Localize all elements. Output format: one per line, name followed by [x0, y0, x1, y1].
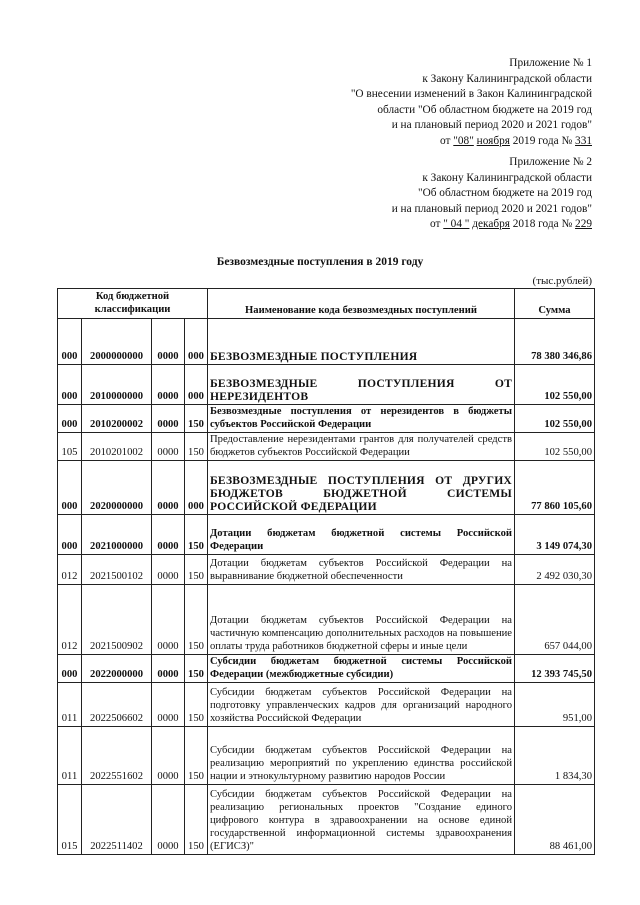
- units-label: (тыс.рублей): [532, 275, 592, 287]
- table-row: [58, 461, 595, 515]
- sum-cell: 77 860 105,60: [515, 461, 595, 515]
- code-econ-cell: 150: [185, 433, 208, 461]
- table-row: [58, 655, 595, 683]
- code-program-cell: 0000: [152, 655, 185, 683]
- name-cell: Предоставление нерезидентами грантов для получателей средств бюджетов субъектов Российской Федерации: [208, 433, 515, 461]
- code-admin-cell: 011: [58, 727, 82, 785]
- header-name: Наименование кода безвозмездных поступлений: [208, 289, 515, 319]
- name-cell: Дотации бюджетам субъектов Российской Федерации на частичную компенсацию дополнительных расходов на повышение оплаты труда работников бюджетной сферы и иные цели: [208, 585, 515, 655]
- table-row: [58, 319, 595, 365]
- code-program-cell: 0000: [152, 319, 185, 365]
- appendix-1-line: "О внесении изменений в Закон Калининградской: [350, 88, 592, 101]
- code-admin-cell: 000: [58, 365, 82, 405]
- sum-cell: 88 461,00: [515, 785, 595, 855]
- code-program-cell: 0000: [152, 365, 185, 405]
- code-main-cell: 2010201002: [82, 433, 152, 461]
- table-row: [58, 405, 595, 433]
- appendix-2-line: и на плановый период 2020 и 2021 годов": [391, 202, 592, 215]
- sum-cell: 102 550,00: [515, 433, 595, 461]
- name-cell: Субсидии бюджетам бюджетной системы Российской Федерации (межбюджетные субсидии): [208, 655, 515, 683]
- sum-cell: 951,00: [515, 683, 595, 727]
- code-main-cell: 2010200002: [82, 405, 152, 433]
- revenue-table: [57, 288, 595, 855]
- name-cell: Безвозмездные поступления от нерезидентов в бюджеты субъектов Российской Федерации: [208, 405, 515, 433]
- sum-cell: 78 380 346,86: [515, 319, 595, 365]
- code-admin-cell: 012: [58, 585, 82, 655]
- code-main-cell: 2021500102: [82, 555, 152, 585]
- appendix-2-date: от " 04 " декабря 2018 года № 229: [429, 218, 592, 231]
- table-row: [58, 727, 595, 785]
- appendix-1-line: Приложение № 1: [509, 57, 592, 69]
- code-main-cell: 2020000000: [82, 461, 152, 515]
- code-admin-cell: 000: [58, 461, 82, 515]
- code-program-cell: 0000: [152, 405, 185, 433]
- table-row: [58, 683, 595, 727]
- code-main-cell: 2010000000: [82, 365, 152, 405]
- appendix-2-line: к Закону Калининградской области: [422, 171, 592, 184]
- sum-cell: 102 550,00: [515, 405, 595, 433]
- code-econ-cell: 000: [185, 365, 208, 405]
- sum-cell: 12 393 745,50: [515, 655, 595, 683]
- code-program-cell: 0000: [152, 785, 185, 855]
- appendix-1-block: [351, 56, 592, 150]
- appendix-2-line: "Об областном бюджете на 2019 год: [417, 187, 592, 200]
- code-main-cell: 2021000000: [82, 515, 152, 555]
- code-econ-cell: 150: [185, 655, 208, 683]
- code-econ-cell: 150: [185, 515, 208, 555]
- sum-cell: 3 149 074,30: [515, 515, 595, 555]
- code-program-cell: 0000: [152, 585, 185, 655]
- code-econ-cell: 000: [185, 319, 208, 365]
- code-admin-cell: 105: [58, 433, 82, 461]
- code-main-cell: 2000000000: [82, 319, 152, 365]
- code-main-cell: 2022506602: [82, 683, 152, 727]
- code-main-cell: 2022000000: [82, 655, 152, 683]
- name-cell: Субсидии бюджетам субъектов Российской Федерации на реализацию региональных проектов "Создание единого цифрового контура в здравоохранении на основе единой государственной информационной системы здравоохранения (ЕГИСЗ)": [208, 785, 515, 855]
- name-cell: Субсидии бюджетам субъектов Российской Федерации на реализацию мероприятий по укреплению единства российской нации и этнокультурному развитию народов России: [208, 727, 515, 785]
- code-program-cell: 0000: [152, 461, 185, 515]
- code-main-cell: 2022551602: [82, 727, 152, 785]
- document-title: Безвозмездные поступления в 2019 году: [216, 256, 424, 268]
- code-main-cell: 2021500902: [82, 585, 152, 655]
- name-cell: Дотации бюджетам субъектов Российской Федерации на выравнивание бюджетной обеспеченности: [208, 555, 515, 585]
- table-row: [58, 365, 595, 405]
- code-program-cell: 0000: [152, 683, 185, 727]
- code-admin-cell: 000: [58, 515, 82, 555]
- code-admin-cell: 011: [58, 683, 82, 727]
- table-row: [58, 515, 595, 555]
- code-econ-cell: 000: [185, 461, 208, 515]
- name-cell: БЕЗВОЗМЕЗДНЫЕ ПОСТУПЛЕНИЯ ОТ ДРУГИХ БЮДЖЕТОВ БЮДЖЕТНОЙ СИСТЕМЫ РОССИЙСКОЙ ФЕДЕРАЦИИ: [208, 461, 515, 515]
- table-row: [58, 555, 595, 585]
- header-code: Код бюджетной классификации: [58, 289, 208, 319]
- code-econ-cell: 150: [185, 585, 208, 655]
- code-program-cell: 0000: [152, 555, 185, 585]
- code-admin-cell: 000: [58, 319, 82, 365]
- code-admin-cell: 015: [58, 785, 82, 855]
- appendix-1-line: и на плановый период 2020 и 2021 годов": [391, 119, 592, 132]
- code-program-cell: 0000: [152, 727, 185, 785]
- table-body: [58, 319, 595, 855]
- code-admin-cell: 000: [58, 655, 82, 683]
- appendix-1-date: от "08" ноября 2019 года № 331: [440, 134, 592, 147]
- sum-cell: 657 044,00: [515, 585, 595, 655]
- code-program-cell: 0000: [152, 433, 185, 461]
- name-cell: БЕЗВОЗМЕЗДНЫЕ ПОСТУПЛЕНИЯ: [208, 319, 515, 365]
- appendix-1-line: области "Об областном бюджете на 2019 год: [377, 103, 592, 116]
- appendix-2-block: [392, 155, 592, 233]
- code-admin-cell: 012: [58, 555, 82, 585]
- code-program-cell: 0000: [152, 515, 185, 555]
- table-row: [58, 433, 595, 461]
- name-cell: Субсидии бюджетам субъектов Российской Федерации на подготовку управленческих кадров для организаций народного хозяйства Российской Федерации: [208, 683, 515, 727]
- name-cell: БЕЗВОЗМЕЗДНЫЕ ПОСТУПЛЕНИЯ ОТ НЕРЕЗИДЕНТОВ: [208, 365, 515, 405]
- code-econ-cell: 150: [185, 405, 208, 433]
- sum-cell: 102 550,00: [515, 365, 595, 405]
- table-row: [58, 585, 595, 655]
- code-main-cell: 2022511402: [82, 785, 152, 855]
- code-econ-cell: 150: [185, 555, 208, 585]
- table-row: [58, 785, 595, 855]
- appendix-2-line: Приложение № 2: [509, 156, 592, 168]
- code-econ-cell: 150: [185, 683, 208, 727]
- sum-cell: 2 492 030,30: [515, 555, 595, 585]
- name-cell: Дотации бюджетам бюджетной системы Российской Федерации: [208, 515, 515, 555]
- code-econ-cell: 150: [185, 727, 208, 785]
- appendix-1-line: к Закону Калининградской области: [422, 72, 592, 85]
- sum-cell: 1 834,30: [515, 727, 595, 785]
- code-admin-cell: 000: [58, 405, 82, 433]
- code-econ-cell: 150: [185, 785, 208, 855]
- header-sum: Сумма: [515, 289, 595, 319]
